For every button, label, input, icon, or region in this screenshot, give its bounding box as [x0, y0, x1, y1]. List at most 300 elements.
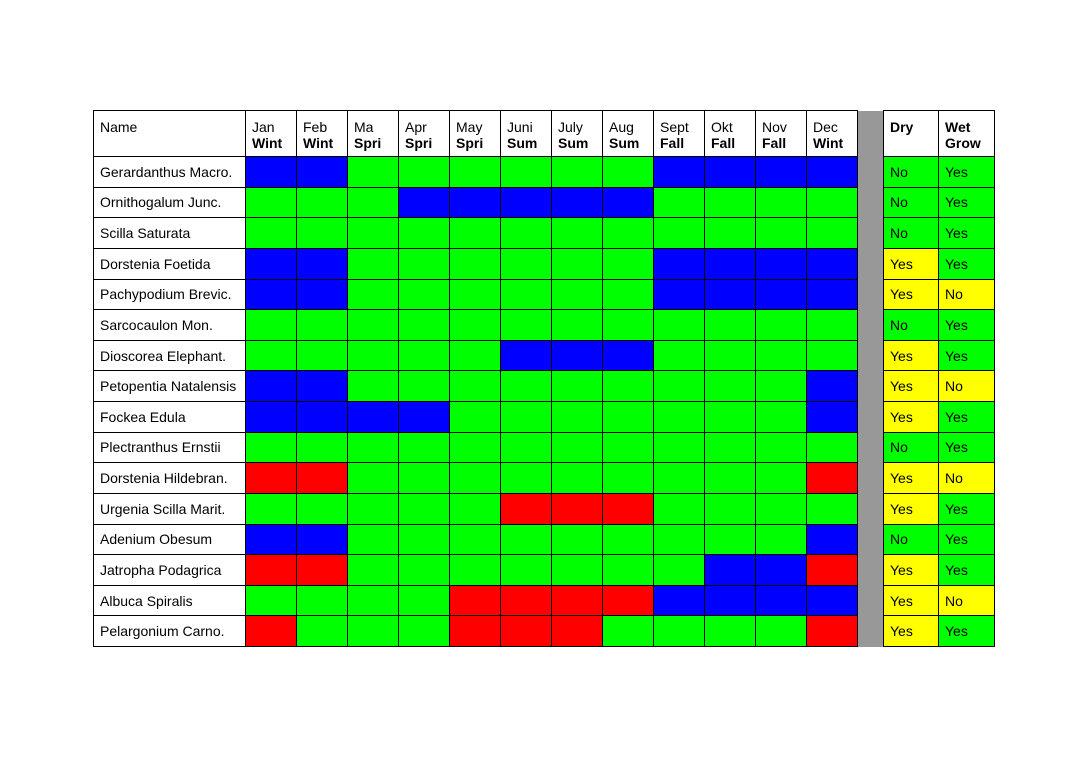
month-cell-apr: [399, 402, 450, 433]
month-cell-feb: [297, 463, 348, 494]
month-cell-mar: [348, 463, 399, 494]
month-cell-jan: [246, 187, 297, 218]
month-cell-may: [450, 585, 501, 616]
month-cell-mar: [348, 493, 399, 524]
month-cell-sep: [654, 248, 705, 279]
month-cell-mar: [348, 585, 399, 616]
dry-cell: Yes: [884, 279, 939, 310]
month-cell-oct: [705, 218, 756, 249]
dry-cell: Yes: [884, 402, 939, 433]
month-cell-nov: [756, 310, 807, 341]
month-cell-jul: [552, 402, 603, 433]
month-cell-nov: [756, 218, 807, 249]
month-cell-oct: [705, 463, 756, 494]
month-cell-may: [450, 463, 501, 494]
dry-cell: Yes: [884, 493, 939, 524]
dry-cell: Yes: [884, 585, 939, 616]
column-separator: [858, 279, 884, 310]
month-cell-mar: [348, 616, 399, 647]
month-label: Okt: [711, 119, 733, 135]
dry-cell: Yes: [884, 463, 939, 494]
month-cell-apr: [399, 279, 450, 310]
month-cell-nov: [756, 371, 807, 402]
month-cell-nov: [756, 402, 807, 433]
month-cell-jan: [246, 493, 297, 524]
month-cell-dec: [807, 493, 858, 524]
month-header-feb: [297, 111, 348, 157]
dry-cell: Yes: [884, 340, 939, 371]
dry-cell: Yes: [884, 248, 939, 279]
month-cell-jul: [552, 157, 603, 188]
month-label: Aug: [609, 119, 634, 135]
plant-name: Pachypodium Brevic.: [94, 279, 246, 310]
month-cell-jun: [501, 585, 552, 616]
column-separator: [858, 616, 884, 647]
wet-grow-cell: Yes: [939, 187, 995, 218]
month-cell-may: [450, 524, 501, 555]
month-cell-aug: [603, 371, 654, 402]
month-cell-jan: [246, 279, 297, 310]
month-cell-apr: [399, 187, 450, 218]
month-label: Juni: [507, 119, 533, 135]
month-cell-jul: [552, 218, 603, 249]
month-cell-sep: [654, 371, 705, 402]
wet-grow-cell: Yes: [939, 493, 995, 524]
month-cell-jun: [501, 463, 552, 494]
wet-grow-cell: Yes: [939, 340, 995, 371]
month-cell-dec: [807, 555, 858, 586]
month-cell-may: [450, 555, 501, 586]
month-cell-may: [450, 310, 501, 341]
month-cell-feb: [297, 585, 348, 616]
plant-name: Albuca Spiralis: [94, 585, 246, 616]
month-cell-oct: [705, 493, 756, 524]
month-cell-aug: [603, 218, 654, 249]
month-cell-mar: [348, 555, 399, 586]
column-separator: [858, 463, 884, 494]
month-cell-sep: [654, 555, 705, 586]
month-label: May: [456, 119, 483, 135]
plant-name: Jatropha Podagrica: [94, 555, 246, 586]
month-cell-jul: [552, 310, 603, 341]
month-cell-jul: [552, 187, 603, 218]
month-cell-oct: [705, 371, 756, 402]
month-cell-nov: [756, 187, 807, 218]
month-cell-jan: [246, 432, 297, 463]
column-separator: [858, 371, 884, 402]
month-cell-aug: [603, 432, 654, 463]
month-cell-oct: [705, 310, 756, 341]
month-cell-may: [450, 340, 501, 371]
month-cell-apr: [399, 493, 450, 524]
month-cell-apr: [399, 463, 450, 494]
month-cell-dec: [807, 248, 858, 279]
month-cell-jul: [552, 463, 603, 494]
month-cell-aug: [603, 279, 654, 310]
table-row: [94, 585, 995, 616]
month-cell-jan: [246, 248, 297, 279]
column-separator: [858, 218, 884, 249]
month-cell-nov: [756, 248, 807, 279]
dry-column-header: [884, 111, 939, 157]
season-label: Wint: [252, 135, 283, 151]
month-cell-aug: [603, 340, 654, 371]
month-cell-jan: [246, 585, 297, 616]
month-cell-jan: [246, 524, 297, 555]
month-cell-nov: [756, 463, 807, 494]
column-separator: [858, 432, 884, 463]
name-column-header: [94, 111, 246, 157]
month-cell-dec: [807, 310, 858, 341]
month-cell-dec: [807, 340, 858, 371]
dry-header-label: Dry: [890, 119, 914, 135]
month-cell-mar: [348, 157, 399, 188]
plant-name: Plectranthus Ernstii: [94, 432, 246, 463]
month-cell-dec: [807, 432, 858, 463]
month-cell-jun: [501, 279, 552, 310]
column-separator: [858, 157, 884, 188]
month-cell-nov: [756, 585, 807, 616]
table-row: [94, 555, 995, 586]
month-cell-nov: [756, 555, 807, 586]
table-row: [94, 310, 995, 341]
plant-name: Dioscorea Elephant.: [94, 340, 246, 371]
month-cell-feb: [297, 493, 348, 524]
month-cell-feb: [297, 340, 348, 371]
season-label: Fall: [762, 135, 787, 151]
month-cell-oct: [705, 402, 756, 433]
month-cell-oct: [705, 279, 756, 310]
month-cell-oct: [705, 524, 756, 555]
month-cell-oct: [705, 555, 756, 586]
wet-grow-cell: Yes: [939, 432, 995, 463]
month-cell-apr: [399, 310, 450, 341]
table-row: [94, 616, 995, 647]
month-cell-may: [450, 402, 501, 433]
month-cell-jun: [501, 402, 552, 433]
month-cell-apr: [399, 371, 450, 402]
month-cell-sep: [654, 524, 705, 555]
month-cell-feb: [297, 402, 348, 433]
month-label: Feb: [303, 119, 328, 135]
month-cell-jan: [246, 218, 297, 249]
plant-calendar-table: [93, 110, 995, 647]
month-cell-jun: [501, 371, 552, 402]
month-cell-aug: [603, 524, 654, 555]
dry-cell: No: [884, 524, 939, 555]
month-cell-nov: [756, 493, 807, 524]
month-cell-dec: [807, 585, 858, 616]
table-row: [94, 279, 995, 310]
month-cell-jul: [552, 555, 603, 586]
dry-cell: Yes: [884, 371, 939, 402]
month-cell-feb: [297, 248, 348, 279]
month-cell-apr: [399, 585, 450, 616]
month-cell-oct: [705, 248, 756, 279]
month-cell-oct: [705, 157, 756, 188]
month-cell-feb: [297, 310, 348, 341]
month-cell-jan: [246, 157, 297, 188]
month-label: Dec: [813, 119, 838, 135]
month-cell-jun: [501, 157, 552, 188]
month-cell-may: [450, 279, 501, 310]
month-cell-aug: [603, 555, 654, 586]
month-cell-mar: [348, 310, 399, 341]
wet-grow-cell: Yes: [939, 310, 995, 341]
month-cell-feb: [297, 555, 348, 586]
season-label: Sum: [558, 135, 589, 151]
month-label: July: [558, 119, 583, 135]
month-header-oct: [705, 111, 756, 157]
month-cell-jan: [246, 463, 297, 494]
month-cell-aug: [603, 310, 654, 341]
month-cell-jul: [552, 248, 603, 279]
month-cell-apr: [399, 218, 450, 249]
wet-grow-cell: Yes: [939, 524, 995, 555]
dry-cell: No: [884, 157, 939, 188]
month-cell-dec: [807, 187, 858, 218]
month-cell-mar: [348, 371, 399, 402]
table-row: [94, 371, 995, 402]
plant-name: Pelargonium Carno.: [94, 616, 246, 647]
month-cell-apr: [399, 555, 450, 586]
column-separator: [858, 524, 884, 555]
wet-grow-cell: No: [939, 463, 995, 494]
name-header-label: Name: [100, 119, 138, 135]
month-cell-may: [450, 248, 501, 279]
column-separator: [858, 310, 884, 341]
month-cell-aug: [603, 616, 654, 647]
month-cell-jan: [246, 616, 297, 647]
month-cell-jul: [552, 585, 603, 616]
plant-name: Urgenia Scilla Marit.: [94, 493, 246, 524]
grow-header-label: Grow: [945, 135, 981, 151]
wet-grow-cell: Yes: [939, 157, 995, 188]
wet-grow-cell: Yes: [939, 402, 995, 433]
month-cell-apr: [399, 616, 450, 647]
month-header-aug: [603, 111, 654, 157]
month-header-jul: [552, 111, 603, 157]
table-row: [94, 157, 995, 188]
month-cell-mar: [348, 218, 399, 249]
month-cell-may: [450, 371, 501, 402]
column-separator: [858, 340, 884, 371]
month-cell-may: [450, 218, 501, 249]
month-cell-dec: [807, 616, 858, 647]
wet-grow-cell: Yes: [939, 555, 995, 586]
table-row: [94, 432, 995, 463]
plant-name: Petopentia Natalensis: [94, 371, 246, 402]
month-cell-sep: [654, 218, 705, 249]
table-row: [94, 340, 995, 371]
month-cell-nov: [756, 340, 807, 371]
month-label: Jan: [252, 119, 275, 135]
month-cell-feb: [297, 187, 348, 218]
month-cell-may: [450, 157, 501, 188]
month-cell-feb: [297, 432, 348, 463]
month-cell-mar: [348, 187, 399, 218]
month-cell-dec: [807, 157, 858, 188]
month-cell-feb: [297, 218, 348, 249]
month-cell-dec: [807, 371, 858, 402]
column-separator: [858, 402, 884, 433]
month-cell-jul: [552, 524, 603, 555]
month-cell-apr: [399, 248, 450, 279]
month-label: Apr: [405, 119, 427, 135]
dry-cell: Yes: [884, 555, 939, 586]
month-cell-feb: [297, 524, 348, 555]
month-cell-jan: [246, 310, 297, 341]
wet-grow-cell: No: [939, 371, 995, 402]
month-header-nov: [756, 111, 807, 157]
month-cell-dec: [807, 402, 858, 433]
month-cell-apr: [399, 340, 450, 371]
month-header-sep: [654, 111, 705, 157]
month-cell-may: [450, 187, 501, 218]
month-cell-jul: [552, 432, 603, 463]
month-cell-nov: [756, 157, 807, 188]
month-cell-mar: [348, 402, 399, 433]
column-separator: [858, 585, 884, 616]
month-cell-jun: [501, 187, 552, 218]
month-cell-aug: [603, 248, 654, 279]
column-separator: [858, 111, 884, 157]
month-label: Sept: [660, 119, 689, 135]
plant-name: Sarcocaulon Mon.: [94, 310, 246, 341]
dry-cell: No: [884, 218, 939, 249]
table-row: [94, 524, 995, 555]
month-cell-oct: [705, 187, 756, 218]
month-cell-oct: [705, 432, 756, 463]
column-separator: [858, 493, 884, 524]
month-cell-feb: [297, 157, 348, 188]
month-cell-dec: [807, 524, 858, 555]
month-cell-feb: [297, 616, 348, 647]
month-cell-jun: [501, 493, 552, 524]
month-cell-may: [450, 616, 501, 647]
dry-cell: No: [884, 187, 939, 218]
month-cell-jan: [246, 402, 297, 433]
month-label: Ma: [354, 119, 374, 135]
month-cell-jun: [501, 218, 552, 249]
month-header-jan: [246, 111, 297, 157]
plant-name: Dorstenia Foetida: [94, 248, 246, 279]
month-cell-aug: [603, 402, 654, 433]
month-cell-dec: [807, 218, 858, 249]
month-cell-oct: [705, 340, 756, 371]
season-label: Spri: [456, 135, 484, 151]
month-cell-feb: [297, 279, 348, 310]
header-row: [94, 111, 995, 157]
month-cell-sep: [654, 310, 705, 341]
wet-grow-cell: Yes: [939, 218, 995, 249]
table-row: [94, 248, 995, 279]
season-label: Wint: [813, 135, 844, 151]
table-row: [94, 463, 995, 494]
table-row: [94, 402, 995, 433]
season-label: Spri: [405, 135, 433, 151]
plant-name: Ornithogalum Junc.: [94, 187, 246, 218]
month-cell-sep: [654, 157, 705, 188]
month-cell-sep: [654, 279, 705, 310]
month-cell-mar: [348, 248, 399, 279]
month-cell-jul: [552, 340, 603, 371]
month-cell-sep: [654, 463, 705, 494]
month-cell-jun: [501, 524, 552, 555]
month-cell-jul: [552, 279, 603, 310]
dry-cell: No: [884, 432, 939, 463]
month-cell-aug: [603, 463, 654, 494]
season-label: Fall: [711, 135, 736, 151]
plant-name: Fockea Edula: [94, 402, 246, 433]
season-label: Sum: [609, 135, 640, 151]
table-row: [94, 218, 995, 249]
month-cell-nov: [756, 524, 807, 555]
month-cell-oct: [705, 616, 756, 647]
month-cell-sep: [654, 402, 705, 433]
wet-header-label: Wet: [945, 119, 971, 135]
month-cell-aug: [603, 187, 654, 218]
column-separator: [858, 555, 884, 586]
month-cell-jan: [246, 340, 297, 371]
month-cell-sep: [654, 187, 705, 218]
month-cell-mar: [348, 524, 399, 555]
month-cell-mar: [348, 432, 399, 463]
plant-name: Gerardanthus Macro.: [94, 157, 246, 188]
season-label: Fall: [660, 135, 685, 151]
table-row: [94, 493, 995, 524]
month-cell-sep: [654, 340, 705, 371]
dry-cell: Yes: [884, 616, 939, 647]
month-header-jun: [501, 111, 552, 157]
month-cell-apr: [399, 432, 450, 463]
month-cell-jan: [246, 371, 297, 402]
plant-calendar-grid: [93, 110, 994, 647]
wet-grow-cell: Yes: [939, 616, 995, 647]
month-cell-jul: [552, 371, 603, 402]
column-separator: [858, 187, 884, 218]
month-cell-jun: [501, 310, 552, 341]
month-cell-jun: [501, 616, 552, 647]
month-header-apr: [399, 111, 450, 157]
plant-name: Scilla Saturata: [94, 218, 246, 249]
month-cell-apr: [399, 157, 450, 188]
month-cell-nov: [756, 279, 807, 310]
month-cell-aug: [603, 493, 654, 524]
month-cell-aug: [603, 585, 654, 616]
month-cell-dec: [807, 463, 858, 494]
plant-name: Adenium Obesum: [94, 524, 246, 555]
month-cell-jun: [501, 248, 552, 279]
wet-grow-cell: No: [939, 279, 995, 310]
month-cell-feb: [297, 371, 348, 402]
table-body: [94, 157, 995, 647]
dry-cell: No: [884, 310, 939, 341]
month-cell-sep: [654, 432, 705, 463]
month-cell-apr: [399, 524, 450, 555]
month-cell-sep: [654, 493, 705, 524]
month-cell-dec: [807, 279, 858, 310]
month-header-may: [450, 111, 501, 157]
plant-name: Dorstenia Hildebran.: [94, 463, 246, 494]
month-cell-nov: [756, 432, 807, 463]
month-cell-may: [450, 493, 501, 524]
month-cell-jul: [552, 493, 603, 524]
wet-grow-cell: No: [939, 585, 995, 616]
month-cell-mar: [348, 340, 399, 371]
month-cell-jul: [552, 616, 603, 647]
month-header-dec: [807, 111, 858, 157]
